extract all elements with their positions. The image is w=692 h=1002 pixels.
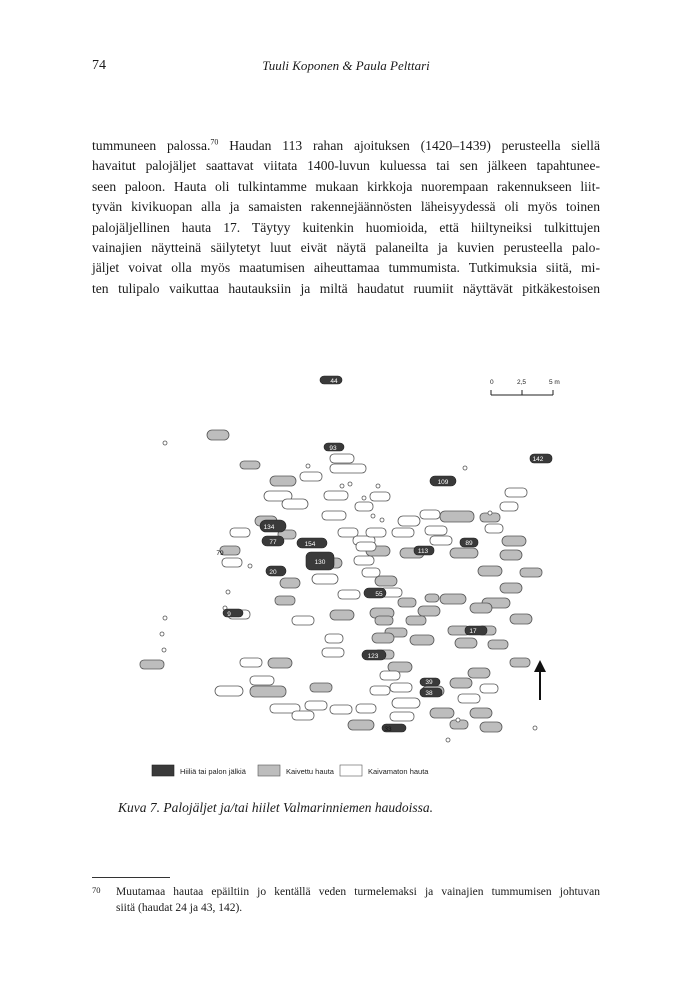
body-line: vainajien näytteinä säilytetyt luut eivät näytä palaneilta ja kuvien perusteella palo- xyxy=(92,240,600,256)
svg-text:39: 39 xyxy=(425,679,433,686)
svg-text:123: 123 xyxy=(367,653,379,660)
legend-label-burnt: Hiiliä tai palon jälkiä xyxy=(180,767,246,776)
body-line: seen paloon. Hauta oli tulkintamme mukaan kirkkoja nuorempaan rakennukseen liit- xyxy=(92,178,600,194)
footnote-number: 70 xyxy=(92,885,101,895)
running-head: Tuuli Koponen & Paula Pelttari xyxy=(262,58,430,73)
legend-label-excavated: Kaivettu hauta xyxy=(286,767,334,776)
svg-text:0: 0 xyxy=(490,379,494,386)
figure-caption: Kuva 7. Palojäljet ja/tai hiilet Valmarinniemen haudoissa. xyxy=(118,800,433,815)
body-line: jäljet voivat olla myös maatumisen aiheuttamaa tummumista. Tutkimuksia siitä, mi- xyxy=(92,260,600,276)
body-text xyxy=(92,136,600,299)
legend-swatch-unexcavated xyxy=(340,765,362,776)
footnote-line: siitä (haudat 24 ja 43, 142). xyxy=(116,902,243,914)
scale-bar xyxy=(490,379,560,395)
body-line: tyvän kivikuopan alla ja samaisten rakennejäännösten läheisyydessä oli myös toinen xyxy=(92,199,600,215)
footnote-rule xyxy=(92,877,170,878)
page-number: 74 xyxy=(92,58,106,73)
svg-text:93: 93 xyxy=(329,445,337,452)
svg-text:17: 17 xyxy=(469,628,477,635)
legend-label-unexcavated: Kaivamaton hauta xyxy=(368,767,429,776)
footnote-line: Muutamaa hautaa epäiltiin jo kentällä veden turmelemaksi ja vainajien tummumisen johtuvan xyxy=(116,886,600,898)
unexcavated-graves xyxy=(160,441,537,742)
svg-text:89: 89 xyxy=(465,540,473,547)
svg-text:5 m: 5 m xyxy=(549,379,560,386)
svg-text:33: 33 xyxy=(384,726,392,733)
svg-text:113: 113 xyxy=(417,548,429,555)
svg-text:38: 38 xyxy=(425,690,433,697)
body-line: tummuneen palossa.$^{70}$ Haudan 113 rahan ajoituksen (1420–1439) perusteella siellä xyxy=(92,137,600,153)
legend xyxy=(152,765,429,776)
svg-text:142: 142 xyxy=(532,456,544,463)
svg-text:9: 9 xyxy=(227,611,231,618)
north-arrow-icon xyxy=(534,660,546,700)
legend-swatch-burnt xyxy=(152,765,174,776)
legend-swatch-excavated xyxy=(258,765,280,776)
body-line: palojäljellinen hauta 17. Täytyy kuitenkin huomioida, että hiiltyneiksi tulkittujen xyxy=(92,219,600,235)
svg-text:130: 130 xyxy=(314,559,326,566)
svg-text:44: 44 xyxy=(330,378,338,385)
body-line: havaitut palojäljet saattavat viitata 1400-luvun kuluessa tai sen jälkeen tapahtunee- xyxy=(92,158,600,174)
svg-text:2,5: 2,5 xyxy=(517,379,527,386)
body-line: ten tulipalo vaikuttaa hautauksiin ja miltä haudatut ruumiit näyttävät pitkäkestoisen xyxy=(92,280,600,296)
svg-text:77: 77 xyxy=(269,539,277,546)
svg-text:55: 55 xyxy=(375,591,383,598)
svg-text:20: 20 xyxy=(269,569,277,576)
svg-text:134: 134 xyxy=(263,524,275,531)
footnote xyxy=(92,884,600,916)
grave-map-figure xyxy=(130,368,570,788)
svg-text:79: 79 xyxy=(216,550,224,557)
footnote-ref: 70 xyxy=(210,137,219,147)
svg-text:109: 109 xyxy=(437,479,449,486)
svg-text:154: 154 xyxy=(304,541,316,548)
